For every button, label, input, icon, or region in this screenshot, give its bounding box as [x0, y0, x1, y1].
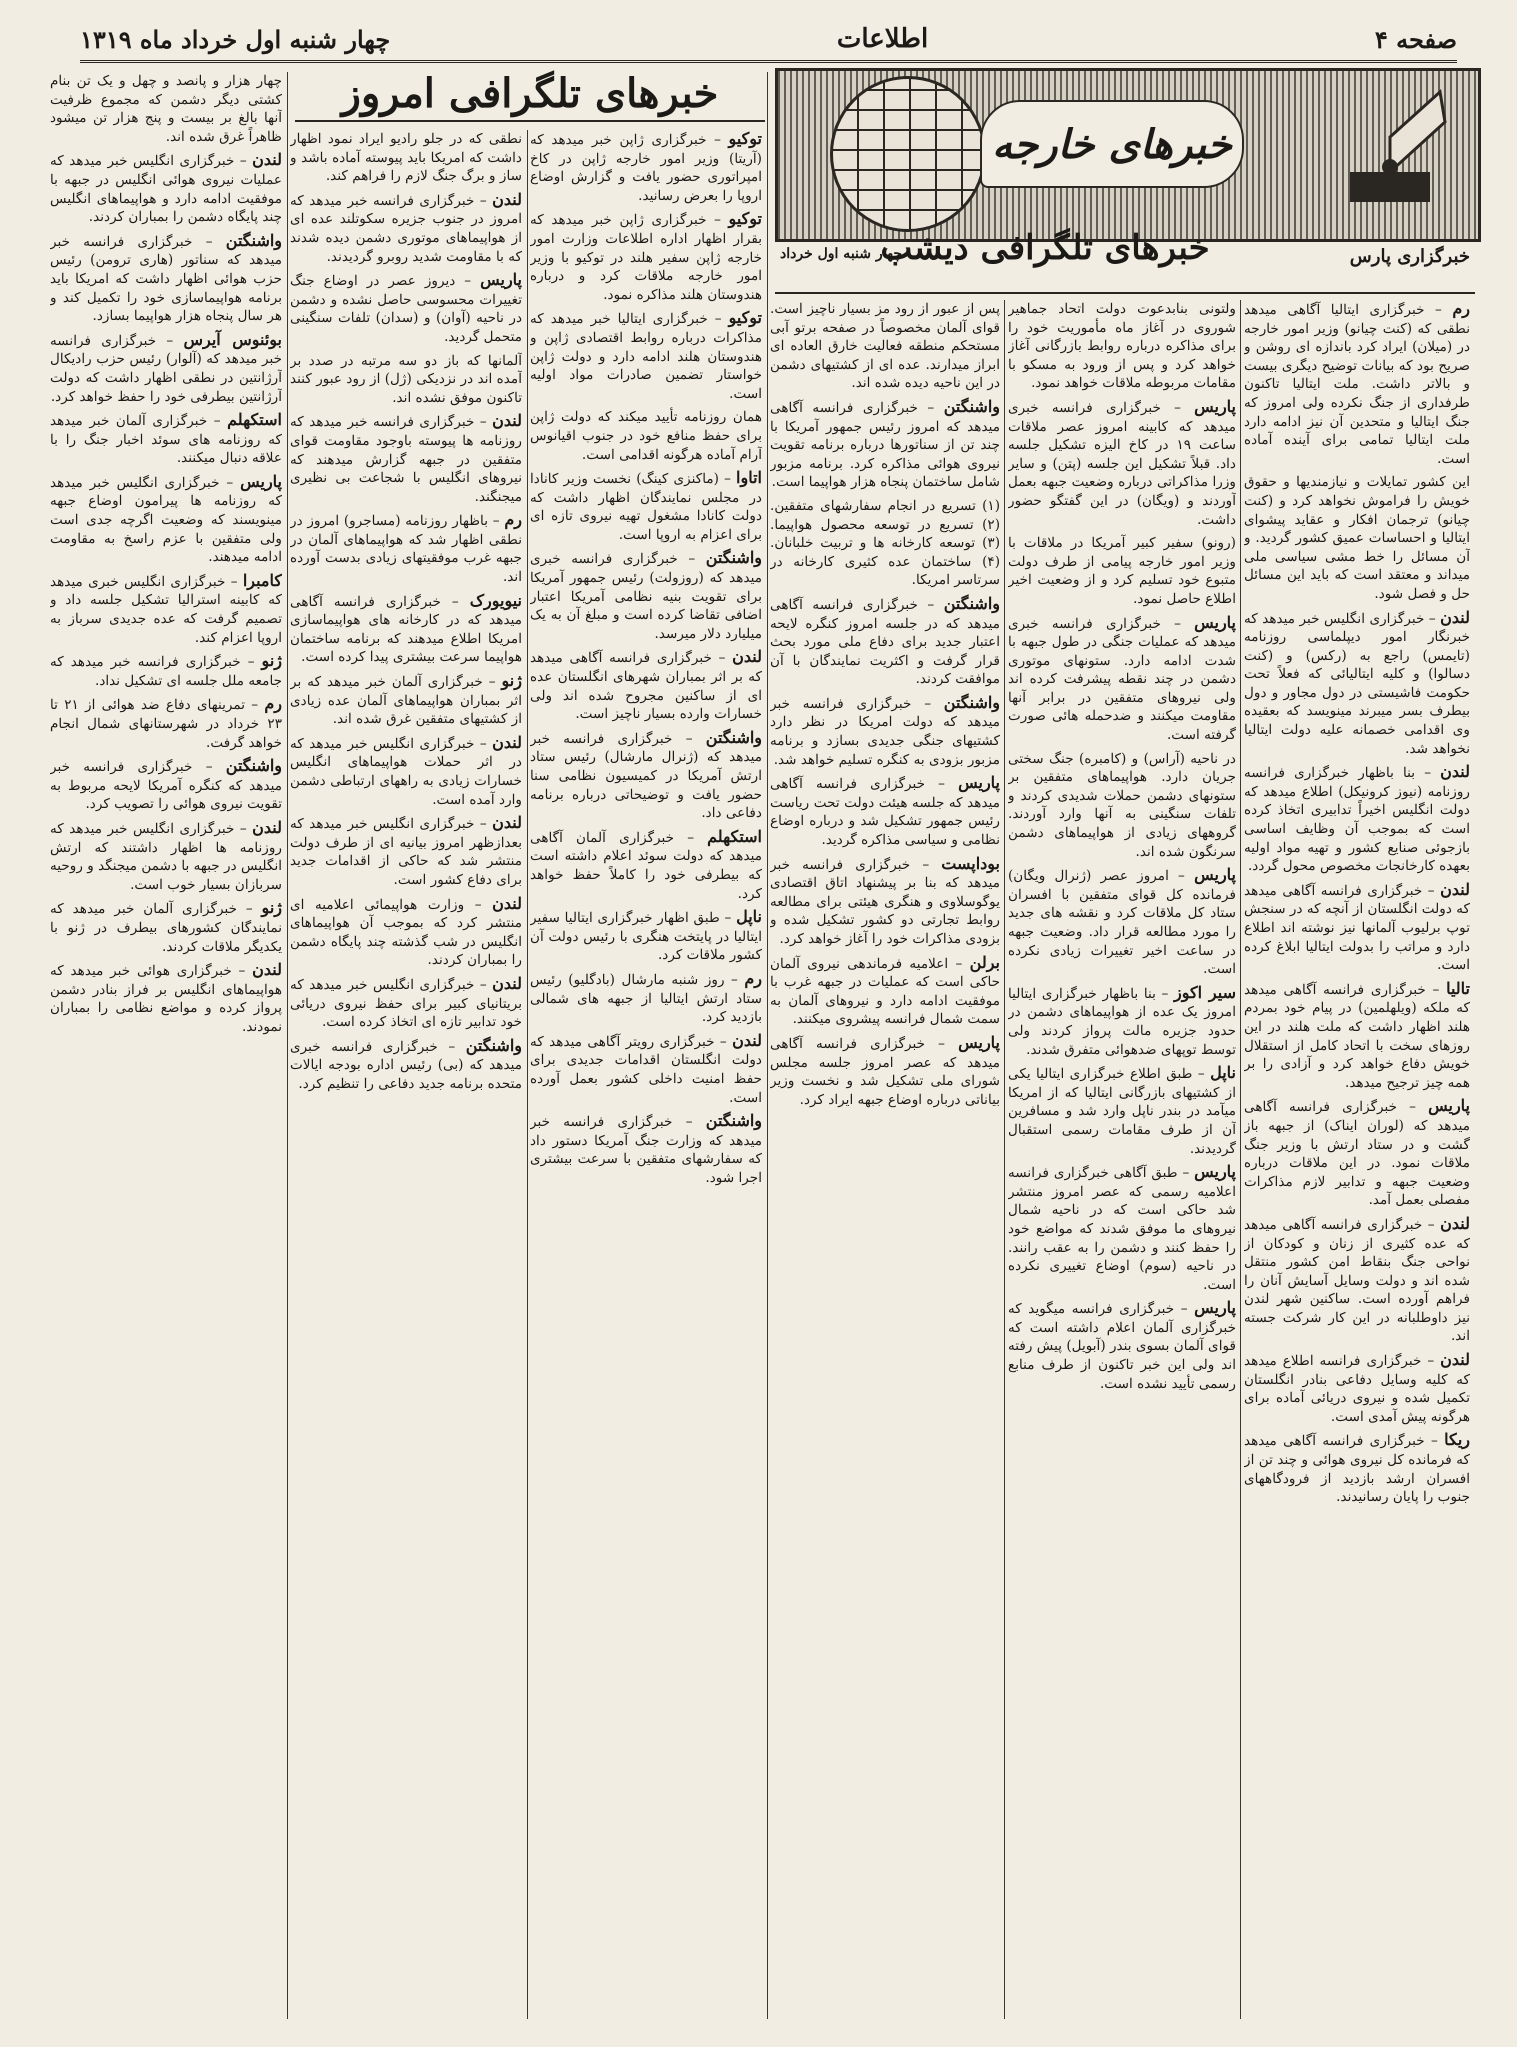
- news-item: [290, 130, 522, 186]
- news-item-dateline: لندن: [732, 647, 762, 667]
- news-item-text: – خبرگزاری انگلیس خبری میدهد که کابینه استرالیا تشکیل جلسه داد و تصمیم گرفت که عده جدیدی سرباز به اروپا اعزام کند.: [50, 573, 282, 646]
- news-item: [50, 331, 282, 406]
- news-item-dateline: کامبرا: [242, 570, 282, 590]
- news-item-dateline: واشنگتن: [465, 1035, 522, 1055]
- news-item: [290, 412, 522, 506]
- news-item-text: – خبرگزاری فرانسه میگوید که خبرگزاری آلمان اعلام داشته است که قوای آلمان بسوی بندر (آبویل) پیش رفته اند ولی این خبر تاکنون از طرف منابع رسمی تأیید نشده است.: [1008, 1301, 1236, 1392]
- news-item-text: چهار هزار و پانصد و چهل و یک تن بنام کشتی دیگر دشمن که مجموع ظرفیت آنها بالغ بر بیست و پنج هزار تن میشود ظاهراً غرق شده اند.: [50, 73, 282, 145]
- news-item: [1008, 750, 1236, 862]
- column-rule: [1240, 300, 1241, 2019]
- news-item: [290, 511, 522, 586]
- news-item-text: – خبرگزاری آلمان خبر میدهد که بر اثر بمباران هواپیماهای آلمان عده زیادی از کشتیهای متفقین غرق شده اند.: [290, 674, 522, 728]
- news-item-text: – خبرگزاری ایتالیا آگاهی میدهد نطقی که (کنت چیانو) وزیر امور خارجه در (میلان) ایراد کرد باندازه ای روشن و صریح بود که بیانات توضیح دیگری بیست و بالاتر داشت. ملت ایتالیا تاکنون طرفداری از جنگ نکرده ولی امروز که جنگ ایتالیا و متحدین آن نیز ادامه دارد ملت ایتالیا تمامی برای آینده آماده است.: [1244, 302, 1470, 467]
- news-item: [530, 210, 762, 304]
- news-item-dateline: واشنگتن: [225, 230, 282, 250]
- column-rule: [767, 72, 768, 2019]
- news-item-dateline: لندن: [492, 893, 522, 913]
- news-item-dateline: واشنگتن: [705, 548, 762, 568]
- news-item-text: این کشور تمایلات و نیازمندیها و حقوق خویش را فراموش نخواهد کرد و (کنت چیانو) ترجمان افکار و عقاید پیشوای ایتالیا و احساسات عمیق کشور گردید. و آن مسائل را خط مشی سیاسی ملی میداند و معتقد است که باید این مسائل حل و فصل شود.: [1244, 474, 1470, 602]
- news-item: [290, 1037, 522, 1094]
- news-item: [290, 592, 522, 667]
- news-item-dateline: پاریس: [958, 773, 1000, 793]
- news-item-dateline: پاریس: [958, 1032, 1000, 1052]
- news-item-text: – خبرگزاری فرانسه آگاهی میدهد که دولت انگلستان از آنچه که در سنجش توپ برلیوب آلمانها نیز نوشته اند اطلاع دارد و مراتب را بدولت ایتالیا ابلاغ کرده است.: [1244, 882, 1470, 974]
- news-item-dateline: لندن: [1440, 1213, 1470, 1233]
- news-item-text: – خبرگزاری فرانسه خبر میدهد که کنگره آمریکا لایحه مربوط به تقویت نیروی هوائی را تصویب کرد.: [50, 759, 282, 813]
- news-item-text: – خبرگزاری فرانسه خبر میدهد که امروز در جنوب جزیره سکوتلند عده ای از هواپیماهای موتوری دشمن دیده شدند که با مقاومت شدید روبرو گردیدند.: [290, 192, 522, 265]
- news-item-text: – خبرگزاری فرانسه آگاهی میدهد که جلسه هیئت دولت تحت ریاست رئیس جمهور تشکیل شد و درباره اوضاع نظامی و سیاسی مذاکره گردید.: [770, 776, 1000, 849]
- news-item: [770, 774, 1000, 849]
- news-item-text: – خبرگزاری فرانسه خبر میدهد که بنا بر پیشنهاد اتاق اقتصادی یوگوسلاوی و هنگری هیئتی برای مطالعه روابط تجارتی دو کشور تشکیل شده و بزودی مذاکرات خود را آغاز خواهد کرد.: [770, 856, 1000, 947]
- news-item-text: – خبرگزاری هوائی خبر میدهد که هواپیماهای انگلیس بر فراز بنادر دشمن پرواز کرده و مواضع نظامی را بمباران نمودند.: [50, 963, 282, 1035]
- news-item: [50, 961, 282, 1036]
- page-number: صفحه ۴: [1374, 24, 1457, 54]
- news-item-dateline: ریکا: [1444, 1430, 1470, 1450]
- news-item: [1244, 1351, 1470, 1426]
- news-item-dateline: لندن: [492, 813, 522, 833]
- news-item-dateline: ژنو: [261, 898, 282, 918]
- news-item-dateline: رم: [1452, 300, 1470, 318]
- news-item-text: – خبرگزاری فرانسه خبری میدهد که (روزولت) رئیس جمهور آمریکا برای تقویت بنیه نظامی آمریکا اعتبار اضافی تقاضا کرده است و مبلغ آن به یک میلیارد دلار میرسد.: [530, 551, 762, 642]
- news-item-text: – خبرگزاری فرانسه خبر میدهد که روزنامه ها پیوسته باوجود مقاومت قوای متفقین در جبهه گزارش میدهند که نیروهای انگلیس با شجاعت بی نظیری میجنگند.: [290, 414, 522, 505]
- news-item-text: – خبرگزاری فرانسه خبر میدهد که (ژنرال مارشال) رئیس ستاد ارتش آمریکا در کمیسیون نظامی سنا حضور یافت و توضیحاتی درباره برنامه دفاعی داد.: [530, 730, 762, 822]
- news-item-text: آلمانها که باز دو سه مرتبه در صدد بر آمده اند در نزدیکی (ژل) از رود عبور کنند تاکنون موفق نشده اند.: [290, 352, 522, 406]
- news-item-dateline: لندن: [1440, 762, 1470, 782]
- news-item: [1008, 1064, 1236, 1158]
- news-item: [1008, 866, 1236, 979]
- news-item: [1008, 614, 1236, 745]
- news-item-text: – طبق اظهار خبرگزاری ایتالیا سفیر ایتالیا در پایتخت هنگری با رئیس دولت آن کشور ملاقات کرد.: [530, 910, 762, 964]
- news-item-text: – طبق آگاهی خبرگزاری فرانسه اعلامیه رسمی که عصر امروز منتشر شد حاکی است که در ناحیه شمال نیروهای ما موفق شدند که مواضع خود را حفظ کنند و دشمن را به عقب رانند. در ناحیه (سوم) اوضاع تغییری نکرده است.: [1008, 1165, 1236, 1293]
- news-item-text: – خبرگزاری آلمان خبر میدهد که روزنامه های سوئد اخبار جنگ را با علاقه دنبال میکنند.: [50, 413, 282, 467]
- news-column-3: [770, 300, 1000, 2019]
- news-item-dateline: ناپل: [736, 907, 762, 927]
- news-item: [50, 899, 282, 956]
- news-item-dateline: لندن: [492, 732, 522, 752]
- news-item-text: – خبرگزاری آلمان آگاهی میدهد که دولت سوئد اعلام داشته است که بیطرفی خود را کاملاً حفظ خواهد کرد.: [530, 829, 762, 902]
- news-item-text: – خبرگزاری فرانسه آگاهی میدهد که فرمانده کل نیروی هوائی و چند تن از افسران ارشد بازدید از فرودگاههای جنوب را پایان رسانیدند.: [1244, 1433, 1470, 1506]
- news-item: [530, 729, 762, 823]
- news-item: [50, 819, 282, 894]
- news-item-dateline: توکیو: [728, 308, 762, 328]
- news-item-dateline: لندن: [1440, 1350, 1470, 1370]
- news-item-dateline: لندن: [252, 150, 282, 170]
- news-item-text: – خبرگزاری ژاپن خبر میدهد که (آریتا) وزیر امور خارجه ژاپن در کاخ امپراتوری حضور یافت و گزارش اوضاع اروپا را بعرض رسانید.: [530, 132, 762, 204]
- news-item-text: – وزارت هواپیمائی اعلامیه ای منتشر کرد که بموجب آن هواپیماهای انگلیس در شب گذشته چند پایگاه دشمن را بمباران کردند.: [290, 896, 522, 969]
- news-column-5: [290, 130, 522, 2019]
- news-item-text: – خبرگزاری فرانسه خبری میدهد که کابینه امروز عصر ملاقات ساعت ۱۹ در کاخ الیزه تشکیل جلسه داد. قبلاً تشکیل این جلسه (پتن) و سایر وزرا مذاکراتی درباره وضعیت جبهه بعمل آوردند و (ویگان) در این گفتگو حضور داشت.: [1008, 399, 1236, 528]
- news-item: [1008, 300, 1236, 393]
- news-item-text: – خبرگزاری فرانسه خبر میدهد که سناتور (هاری ترومن) رئیس حزب هوائی اظهار داشت که امریکا باید برنامه هواپیماسازی خود را تکمیل کند و هر سال پنجاه هزار هواپیما بسازد.: [50, 233, 282, 325]
- news-item: [1008, 1299, 1236, 1393]
- news-item-text: ولتونی بنابدعوت دولت اتحاد جماهیر شوروی در آغاز ماه مأموریت خود را برای مذاکره درباره روابط بازرگانی آغاز خواهد کرد و پس از ورود به مسکو با مقامات مربوطه ملاقات خواهد نمود.: [1008, 301, 1236, 392]
- news-item-dateline: لندن: [492, 189, 522, 209]
- news-item-text: – خبرگزاری انگلیس خبر میدهد که خبرنگار امور دیپلماسی روزنامه (تایمس) راجع به (رکس) و (کنت دسالوا) و کلیه ایتالیائی که فعلاً تحت حکومت فاشیستی در دول مجاور و دول بیطرف بسر میبرند مینویسد که بعقیده وی اقدامی خصمانه علیه دولت ایتالیا نخواهد شد.: [1244, 610, 1470, 757]
- news-item-text: – خبرگزاری فرانسه خبری میدهد که عملیات جنگی در طول جبهه با شدت ادامه دارد. ستونهای موتوری دشمن در چند نقطه پیشرفت کرده اند ولی نیروهای متفقین در برابر آنها مقاومت میکنند و ضدحمله هائی صورت گرفته است.: [1008, 615, 1236, 744]
- news-item: [530, 1112, 762, 1187]
- news-item-dateline: پاریس: [1194, 1162, 1236, 1182]
- news-item: [290, 814, 522, 889]
- news-item: [1244, 980, 1470, 1093]
- news-item: [1244, 1431, 1470, 1506]
- news-item-dateline: پاریس: [1194, 396, 1236, 416]
- news-item-text: – خبرگزاری فرانسه خبری میدهد که (بی) رئیس اداره بودجه ایالات متحده برنامه جدید دفاعی را تنظیم کرد.: [290, 1038, 522, 1092]
- news-item-text: – خبرگزاری انگلیس خبر میدهد که بریتانیای کبیر برای حفظ نیروی دریائی خود تدابیر تازه ای اتخاذ کرده است.: [290, 976, 522, 1031]
- news-item-text: – روز شنبه مارشال (بادگلیو) رئیس ستاد ارتش ایتالیا از جبهه های شمالی بازدید کرد.: [530, 971, 762, 1026]
- news-item-dateline: رم: [504, 510, 522, 530]
- news-item: [530, 648, 762, 723]
- news-item: [1008, 398, 1236, 529]
- news-item-dateline: پاریس: [480, 270, 522, 290]
- news-item-dateline: لندن: [252, 817, 282, 837]
- news-item-text: در ناحیه (آراس) و (کامبره) جنگ سختی جریان دارد. هواپیماهای متفقین بر ستونهای دشمن حملات شدیدی کردند و تلفات سنگینی به آنها وارد آوردند. گروههای زیادی از هواپیماهای دشمن سرنگون شده اند.: [1008, 750, 1236, 860]
- news-item: [50, 232, 282, 326]
- news-item-text: – خبرگزاری فرانسه آگاهی میدهد که (لوران ایناک) از جبهه باز گشت و در ستاد ارتش با وزیر جنگ ملاقات نمود. در این ملاقات درباره وضعیت جبهه و تدابیر لازم مذاکرات مفصلی بعمل آمد.: [1244, 1099, 1470, 1209]
- news-item-dateline: استکهلم: [227, 410, 282, 430]
- news-source: خبرگزاری پارس: [1349, 245, 1470, 267]
- column-rule: [527, 130, 528, 2019]
- news-item-dateline: لندن: [492, 411, 522, 431]
- news-item: [290, 271, 522, 346]
- news-item: [1008, 984, 1236, 1059]
- news-item: [1244, 1097, 1470, 1210]
- news-item-dateline: سیر اکوز: [1173, 982, 1236, 1002]
- news-item-text: – بنا باظهار خبرگزاری ایتالیا امروز یک عده از هواپیماهای دشمن در حدود جزیره مالت پرواز کردند ولی توسط توپهای ضدهوائی متفرق شدند.: [1008, 985, 1236, 1058]
- news-item-dateline: لندن: [732, 1030, 762, 1050]
- issue-date: چهار شنبه اول خرداد ماه ۱۳۱۹: [80, 24, 391, 54]
- news-column-6: [50, 72, 282, 2019]
- news-item: [1244, 609, 1470, 759]
- foreign-news-title: خبرهای خارجه: [980, 100, 1244, 188]
- news-item: [1244, 763, 1470, 876]
- news-item-text: – خبرگزاری فرانسه خبر میدهد که وزارت جنگ آمریکا دستور داد که سفارشهای متفقین با سرعت بیشتری اجرا شود.: [530, 1114, 762, 1186]
- news-item-text: – خبرگزاری فرانسه خبر میدهد که (آلوار) رئیس حزب رادیکال آرژانتین در نطقی اظهار داشت که دولت آرژانتین بیطرفی خود را حفظ خواهد کرد.: [50, 332, 282, 405]
- globe-illustration: [830, 76, 986, 232]
- news-item: [530, 970, 762, 1027]
- news-item: [770, 497, 1000, 590]
- news-item-text: – تمرینهای دفاع ضد هوائی از ۲۱ تا ۲۳ خرداد در شهرستانهای شمال انجام خواهد گرفت.: [50, 697, 282, 751]
- news-item-dateline: بوئنوس آیرس: [183, 329, 282, 349]
- last-night-headline: خبرهای تلگرافی دیشب: [880, 228, 1210, 268]
- today-headline: خبرهای تلگرافی امروز: [295, 70, 765, 122]
- news-item-text: (۱) تسریع در انجام سفارشهای متفقین. (۲) تسریع در توسعه محصول هواپیما. (۳) توسعه کارخانه ها و تربیت خلبانان. (۴) ساختمان عده کثیری کارخانه در سرتاسر امریکا.: [770, 497, 1000, 589]
- news-item: [1008, 1163, 1236, 1294]
- news-item: [290, 672, 522, 729]
- news-item-dateline: تالیا: [1446, 978, 1470, 998]
- news-item-dateline: لندن: [1440, 879, 1470, 899]
- news-item-text: – خبرگزاری فرانسه خبر میدهد که دولت امریکا در نظر دارد کشتیهای جنگی جدیدی بسازد و برنامه مزبور بزودی به کنگره تسلیم خواهد شد.: [770, 695, 1000, 768]
- news-item: [1244, 300, 1470, 468]
- news-item-text: – دیروز عصر در اوضاع جنگ تغییرات محسوسی حاصل نشده و دشمن در ناحیه (آوان) و (سدان) تلفات سنگینی متحمل گردید.: [290, 273, 522, 345]
- news-item: [530, 908, 762, 965]
- news-item-text: – خبرگزاری فرانسه آگاهی میدهد که امروز رئیس جمهور آمریکا با چند تن از سناتورها درباره برنامه تقویت نیروی هوائی مذاکره کرد. برنامه مزبور شامل ساختمان پنجاه هزار هواپیما است.: [770, 399, 1000, 491]
- news-item-dateline: واشنگتن: [705, 727, 762, 747]
- news-item-dateline: رم: [264, 694, 282, 714]
- news-item: [50, 72, 282, 146]
- news-item-dateline: توکیو: [728, 209, 762, 229]
- news-column-4: [530, 130, 762, 2019]
- news-item-dateline: نیویورک: [469, 590, 522, 610]
- news-item-text: – خبرگزاری ژاپن خبر میدهد که بقرار اظهار اداره اطلاعات وزارت امور خارجه ژاپن سفیر هلند در توکیو با وزیر امور خارجه ملاقات کرد و درباره هندوستان هلند مذاکره نمود.: [530, 212, 762, 303]
- news-item-dateline: استکهلم: [707, 826, 762, 846]
- news-item: [290, 191, 522, 266]
- news-item-text: – خبرگزاری انگلیس خبر میدهد که بعدازظهر امروز بیانیه ای از طرف دولت منتشر شد که حاکی از اقدامات جدید برای دفاع کشور است.: [290, 816, 522, 888]
- news-item: [530, 309, 762, 403]
- news-item: [50, 757, 282, 814]
- news-item: [50, 572, 282, 647]
- news-item-text: نطقی که در جلو رادیو ایراد نمود اظهار داشت که امریکا باید پیوسته آماده باشد و ساز و برگ جنگ لازم را فراهم کند.: [290, 131, 522, 185]
- news-item-dateline: ناپل: [1210, 1063, 1236, 1083]
- news-item-text: – خبرگزاری فرانسه آگاهی میدهد که عصر امروز جلسه مجلس شورای ملی تشکیل شد و نخست وزیر بیاناتی درباره اوضاع جبهه ایراد کرد.: [770, 1035, 1000, 1108]
- news-item-text: (رونو) سفیر کبیر آمریکا در ملاقات با وزیر امور خارجه پیامی از طرف دولت متبوع خود تسلیم کرد و از وضعیت اخیر اطلاع حاصل نمود.: [1008, 535, 1236, 607]
- news-item: [290, 895, 522, 970]
- news-item-text: – طبق اطلاع خبرگزاری ایتالیا یکی از کشتیهای بازرگانی ایتالیا که از امریکا میآمد در بندر ناپل وارد شد و مسافرین آن از طرف مقامات رسمی استقبال گردیدند.: [1008, 1066, 1236, 1157]
- news-item: [50, 695, 282, 752]
- news-item-dateline: لندن: [1440, 607, 1470, 627]
- news-item: [530, 469, 762, 544]
- news-item-text: – خبرگزاری فرانسه اطلاع میدهد که کلیه وسایل دفاعی بنادر انگلستان تکمیل شده و نیروی دریائی آماده برای هرگونه پیش آمدی است.: [1244, 1353, 1470, 1425]
- news-item-dateline: ژنو: [261, 651, 282, 671]
- news-item: [50, 151, 282, 226]
- news-item-text: – خبرگزاری فرانسه آگاهی میدهد که در جلسه امروز کنگره لایحه اعتبار جدید برای دفاع ملی مورد بحث قرار گرفت و اکثریت نمایندگان با آن موافقت کردند.: [770, 596, 1000, 688]
- news-item: [530, 130, 762, 205]
- news-item: [530, 1032, 762, 1107]
- column-rule: [287, 72, 288, 2019]
- column-rule: [1004, 300, 1005, 2019]
- news-item-dateline: واشنگتن: [943, 396, 1000, 416]
- news-item-text: – خبرگزاری فرانسه خبر میدهد که جامعه ملل جلسه ای تشکیل نداد.: [50, 654, 282, 689]
- news-item-dateline: واشنگتن: [943, 593, 1000, 613]
- news-item-text: – باظهار روزنامه (مساجرو) امروز در نطقی اظهار شد که هواپیماهای آلمان در جبهه غرب موفقیتهای زیادی بدست آورده اند.: [290, 513, 522, 586]
- news-item-text: – امروز عصر (ژنرال ویگان) فرمانده کل قوای متفقین با افسران ستاد کل ملاقات کرد و نقشه های جدید را مورد مطالعه قرار داد. وضعیت جبهه در ساعت اخیر تغییرات زیادی نکرده است.: [1008, 868, 1236, 978]
- news-item: [770, 595, 1000, 689]
- news-item-dateline: پاریس: [1194, 612, 1236, 632]
- news-item: [770, 954, 1000, 1029]
- news-item-text: – خبرگزاری انگلیس خبر میدهد که در اثر حملات هواپیماهای انگلیس خسارات زیادی به راههای ارتباطی دشمن وارد آمده است.: [290, 735, 522, 808]
- news-item-text: – خبرگزاری انگلیس خبر میدهد که روزنامه ها پیرامون اوضاع جبهه مینویسند که وضعیت اگرچه جدی است ولی متفقین با عزم راسخ به مقاومت ادامه میدهند.: [50, 474, 282, 566]
- news-item-text: – (ماکنزی کینگ) نخست وزیر کانادا در مجلس نمایندگان اظهار داشت که دولت کانادا مشغول تهیه نیروی تازه ای برای اعزام به اروپا است.: [530, 471, 762, 543]
- news-item-dateline: اتاوا: [736, 468, 762, 488]
- news-item-text: پس از عبور از رود مز بسیار ناچیز است. قوای آلمان مخصوصاً در صفحه برتو آبی مستحکم منطقه فعالیت خارق العاده ای ابراز میدارند. عده ای از کشتیهای دشمن در این ناحیه دیده شده اند.: [770, 301, 1000, 392]
- news-item: [530, 549, 762, 643]
- masthead: [80, 22, 1457, 63]
- news-item-text: – اعلامیه فرماندهی نیروی آلمان حاکی است که عملیات در جبهه غرب با موفقیت ادامه دارد و نیروهای آلمان به سمت شمال فرانسه پیشروی میکنند.: [770, 955, 1000, 1028]
- news-item-text: – خبرگزاری انگلیس خبر میدهد که عملیات نیروی هوائی انگلیس در جبهه با موفقیت ادامه دارد و هواپیماهای انگلیس چند پایگاه دشمن را بمباران کردند.: [50, 153, 282, 226]
- news-item-text: همان روزنامه تأیید میکند که دولت ژاپن برای حفظ منافع خود در جنوب اقیانوس آرام آماده هرگونه اقدامی است.: [530, 409, 762, 463]
- news-item-text: – خبرگزاری انگلیس خبر میدهد که روزنامه ها اظهار داشتند که ارتش انگلیس در جبهه با دشمن میجنگد و روحیه سربازان بسیار خوب است.: [50, 820, 282, 893]
- news-item-dateline: پاریس: [1194, 1298, 1236, 1318]
- date-line: چهار شنبه اول خرداد: [780, 246, 903, 262]
- news-item-dateline: واشنگتن: [943, 692, 1000, 712]
- news-item-text: – خبرگزاری فرانسه آگاهی میدهد که در کارخانه های هواپیماسازی امریکا اطلاع میدهند که برنامه ساختمان هواپیما سرعت بیشتری پیدا کرده است.: [290, 593, 522, 666]
- news-item: [50, 411, 282, 468]
- news-item-text: – خبرگزاری فرانسه آگاهی میدهد که بر اثر بمباران شهرهای انگلستان عده ای از ساکنین مجروح شده اند ولی خسارات وارده بسیار ناچیز است.: [530, 650, 762, 723]
- section-divider: [775, 292, 1475, 294]
- news-item: [290, 734, 522, 809]
- news-item: [770, 1034, 1000, 1109]
- news-item-text: – خبرگزاری رویتر آگاهی میدهد که دولت انگلستان اقدامات جدیدی برای حفظ امنیت داخلی کشور بعمل آورده است.: [530, 1033, 762, 1106]
- news-item: [1008, 534, 1236, 608]
- newspaper-name: اطلاعات: [836, 24, 929, 54]
- news-item: [530, 828, 762, 903]
- news-item: [290, 352, 522, 408]
- news-item-dateline: بوداپست: [941, 853, 1000, 873]
- news-item-dateline: واشنگتن: [225, 756, 282, 776]
- gramophone-icon: [1330, 82, 1450, 212]
- news-item: [1244, 473, 1470, 603]
- news-item-dateline: پاریس: [1428, 1096, 1470, 1116]
- news-item: [1244, 881, 1470, 975]
- news-item: [770, 398, 1000, 492]
- news-column-2: [1008, 300, 1236, 2019]
- news-item-dateline: لندن: [492, 973, 522, 993]
- news-item-dateline: واشنگتن: [705, 1111, 762, 1131]
- news-item: [1244, 1215, 1470, 1346]
- news-item-dateline: توکیو: [728, 130, 762, 148]
- news-item: [50, 473, 282, 567]
- news-item-dateline: ژنو: [501, 671, 522, 691]
- news-item-text: – خبرگزاری فرانسه آگاهی میدهد که ملکه (ویلهلمین) در پیام خود بمردم هلند اظهار داشت که ملت هلند در این روزهای سخت با اتحاد کامل از استقلال خویش دفاع خواهد کرد و آزادی را بر همه چیز ترجیح میدهد.: [1244, 981, 1470, 1091]
- news-item-dateline: برلن: [969, 952, 1000, 972]
- news-item: [770, 300, 1000, 393]
- news-item-text: – خبرگزاری آلمان خبر میدهد که نمایندگان کشورهای بیطرف در ژنو با یکدیگر ملاقات کردند.: [50, 901, 282, 955]
- news-column-1: [1244, 300, 1470, 2019]
- news-item-dateline: لندن: [252, 960, 282, 980]
- news-item-dateline: پاریس: [1194, 865, 1236, 885]
- news-item: [770, 694, 1000, 769]
- news-item-dateline: رم: [744, 968, 762, 988]
- news-item-dateline: پاریس: [240, 471, 282, 491]
- news-item: [770, 855, 1000, 949]
- news-item: [530, 408, 762, 464]
- news-item: [290, 975, 522, 1032]
- news-item: [50, 652, 282, 690]
- news-item-text: – بنا باظهار خبرگزاری فرانسه روزنامه (نیوز کرونیکل) اطلاع میدهد که دولت انگلیس اخیراً تدابیری اتخاذ کرده است که بموجب آن وظایف اساسی بازجوئی صنایع کشور و تهیه مواد اولیه بعهده کارخانجات مخصوص محول گردد.: [1244, 765, 1470, 875]
- news-item-text: – خبرگزاری فرانسه آگاهی میدهد که عده کثیری از زنان و کودکان از نواحی جنگ بنقاط امن کشور منتقل شده اند و دولت وسایل آسایش آنان را فراهم آورده است. ساکنین شهر لندن نیز داوطلبانه در این کار شرکت جسته اند.: [1244, 1216, 1470, 1345]
- news-item-text: – خبرگزاری ایتالیا خبر میدهد که مذاکرات درباره روابط اقتصادی ژاپن و هندوستان هلند ادامه دارد و دولت ژاپن خواستار تضمین صادرات مواد اولیه است.: [530, 311, 762, 402]
